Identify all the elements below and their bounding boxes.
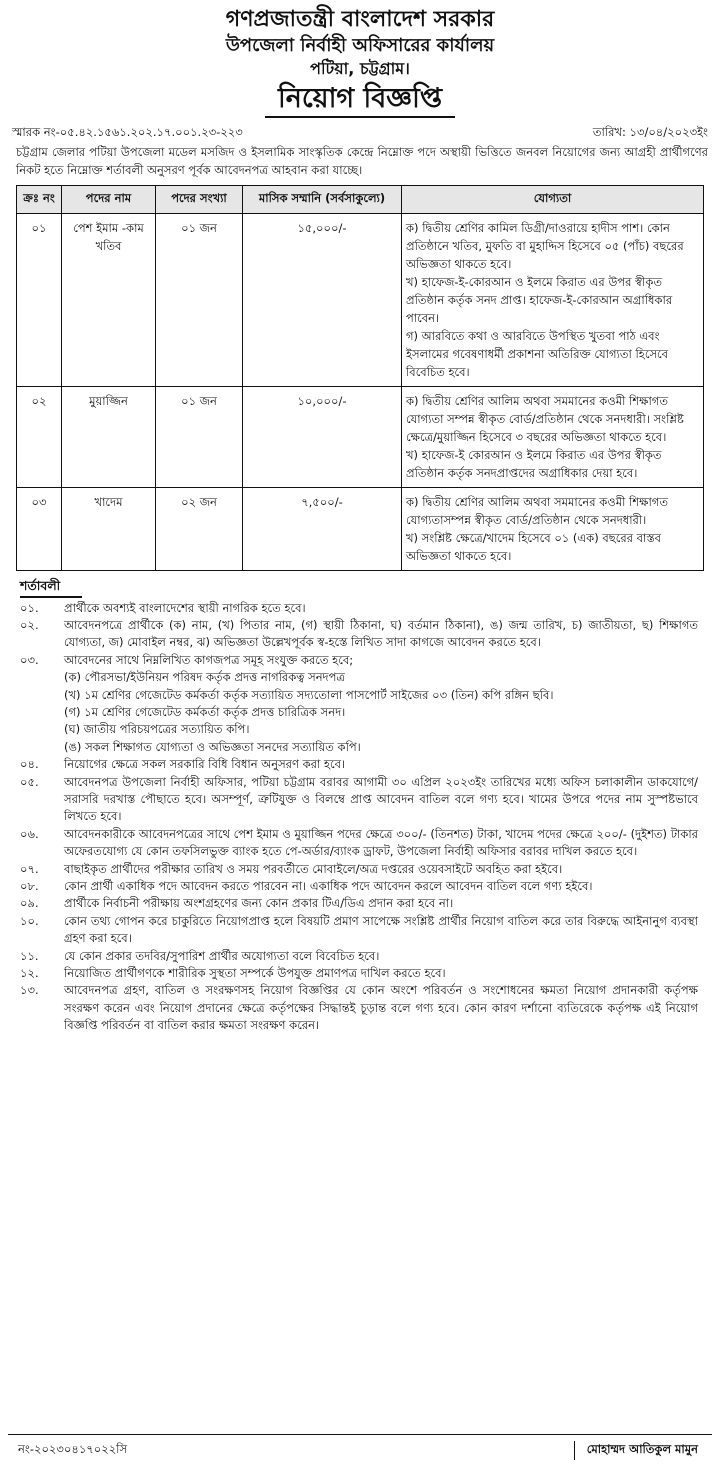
cell-count: ০১ জন [156, 387, 243, 488]
cell-qualification [402, 387, 704, 488]
header-qualification: যোগ্যতা [402, 186, 704, 214]
term-text: প্রার্থীকে নির্বাচনী পরীক্ষায় অংশগ্রহণের জন্য কোন প্রকার টিএ/ডিএ প্রদান করা হবে না। [64, 896, 454, 911]
header-name: পদের নাম [62, 186, 156, 214]
term-number: ১৩. [20, 983, 39, 998]
cell-name: মুয়াজ্জিন [62, 387, 156, 488]
term-text: আবেদনকারীকে আবেদনপত্রের সাথে পেশ ইমাম ও মুয়াজ্জিন পদের ক্ষেত্রে ৩০০/- (তিনশত) টাকা, খাদেম পদের ক্ষেত্রে ২০০/- (দুইশত) টাকার অফেরতযোগ্য যে কোন তফসিলভুক্ত ব্যাংক হতে পে-অর্ডার/ব্যাংক ড্রাফট, উপজেলা নির্বাহী অফিসার বরাবর দাখিল করতে হবে। [64, 826, 698, 859]
qualification-item: ক) দ্বিতীয় শ্রেণির আলিম অথবা সমমানের কওমী শিক্ষাগত যোগ্যতা সম্পন্ন স্বীকৃত বোর্ড/প্রতিষ্ঠান থেকে সনদধারী। সংশ্লিষ্ট ক্ষেত্রে/মুয়াজ্জিন হিসেবে ৩ বছরের অভিজ্ঞতা থাকতে হবে। [406, 394, 684, 444]
term-number: ০৩. [20, 652, 39, 667]
signatory-name: মোহাম্মদ আতিকুল মামুন [574, 1441, 712, 1460]
header-sl: ক্রঃ নং [17, 186, 62, 214]
qualification-item: ক) দ্বিতীয় শ্রেণির কামিল ডিগ্রী/দাওরায়ে হাদীস পাশ। কোন প্রতিষ্ঠানে খতিব, মুফতি বা মুহাদ্দিস হিসেবে ০৫ (পাঁচ) বছরের অভিজ্ঞতা থাকতে হবে। [406, 221, 684, 271]
term-text: নিয়োজিত প্রার্থীগণকে শারীরিক সুস্থতা সম্পর্কে উপযুক্ত প্রমাণপত্র দাখিল করতে হবে। [64, 966, 446, 981]
terms-section [8, 577, 712, 1035]
term-subitem: (ক) পৌরসভা/ইউনিয়ন পরিষদ কর্তৃক প্রদত্ত নাগরিকত্ব সনদপত্র [64, 670, 345, 685]
term-text: নিয়োগের ক্ষেত্রে সকল সরকারি বিধি বিধান অনুসরণ করা হবে। [64, 757, 346, 772]
term-item [8, 913, 712, 948]
header-salary: মাসিক সম্মানি (সর্বসাকুল্যে) [243, 186, 402, 214]
qualification-item: খ) হাফেজ-ই-কোরআন ও ইলমে কিরাত এর উপর স্বীকৃত প্রতিষ্ঠান কর্তৃক সনদ প্রাপ্ত। হাফেজ-ই-কোরআন অগ্রাধিকার পাবেন। [406, 275, 673, 325]
term-item [8, 600, 712, 617]
title-underline [265, 116, 455, 118]
table-row [17, 214, 704, 387]
header-count: পদের সংখ্যা [156, 186, 243, 214]
notice-date: তারিখ: ১৩/০৪/২০২৩ইং [592, 125, 708, 139]
term-number: ১১. [20, 948, 39, 963]
term-number: ০৯. [20, 896, 39, 911]
reference-line [8, 124, 712, 141]
terms-title: শর্তাবলী [20, 578, 61, 593]
term-text: কোন তথ্য গোপন করে চাকুরিতে নিয়োগপ্রাপ্ত হলে বিষয়টি প্রমাণ সাপেক্ষে সংশ্লিষ্ট প্রার্থীর নিয়োগ বাতিল করে তার বিরুদ্ধে আইনানুগ ব্যবস্থা গ্রহণ করা হবে। [64, 913, 698, 946]
ad-memo-number: নং-২০২৩০৪১৭০২২সি [18, 1442, 128, 1456]
term-item [8, 774, 712, 826]
cell-salary: ৭,৫০০/- [243, 488, 402, 571]
qualification-item: খ) হাফেজ-ই কোরআন ও ইলমে কিরাত এর উপর স্বীকৃত প্রতিষ্ঠান কর্তৃক সনদপ্রাপ্তদের অগ্রাধিকার দেয়া হবে। [406, 448, 662, 480]
cell-name: পেশ ইমাম -কাম খতিব [62, 214, 156, 387]
term-item [8, 756, 712, 773]
cell-count: ০১ জন [156, 214, 243, 387]
term-text: আবেদনপত্রে প্রার্থীকে (ক) নাম, (খ) পিতার নাম, (গ) স্থায়ী ঠিকানা, ঘ) বর্তমান ঠিকানা), ঙ) জন্ম তারিখ, চ) জাতীয়তা, ছ) শিক্ষাগত যোগ্যতা, জ) মোবাইল নম্বর, ঝ) অভিজ্ঞতা উল্লেখপূর্বক স্ব-হস্তে লিখিত সাদা কাগজে আবেদন করতে হবে। [64, 617, 698, 650]
term-number: ০১. [20, 600, 39, 615]
qualification-item: ক) দ্বিতীয় শ্রেণির আলিম অথবা সমমানের কওমী শিক্ষাগত যোগ্যতাসম্পন্ন স্বীকৃত বোর্ড/প্রতিষ্ঠান থেকে সনদধারী। [406, 495, 668, 527]
term-subitem: (গ) ১ম শ্রেণির গেজেটেড কর্মকর্তা কর্তৃক প্রদত্ত চারিত্রিক সনদ। [64, 704, 346, 719]
cell-name: খাদেম [62, 488, 156, 571]
term-item [8, 652, 712, 669]
term-text: প্রার্থীকে অবশ্যই বাংলাদেশের স্থায়ী নাগরিক হতে হবে। [64, 600, 306, 615]
term-text: আবেদনপত্র উপজেলা নির্বাহী অফিসার, পটিয়া চট্টগ্রাম বরাবর আগামী ৩০ এপ্রিল ২০২৩ইং তারিখের মধ্যে অফিস চলাকালীন ডাকযোগে/সরাসরি দরখাস্ত পৌছাতে হবে। অসম্পূর্ণ, ত্রুটিযুক্ত ও বিলম্বে প্রাপ্ত আবেদন বাতিল বলে গণ্য হবে। খামের উপরে পদের নাম সুস্পষ্টভাবে লিখতে হবে। [64, 774, 698, 824]
term-number: ০৭. [20, 861, 39, 876]
term-number: ১২. [20, 966, 39, 981]
term-number: ১০. [20, 913, 39, 928]
term-item [8, 895, 712, 912]
term-number: ০৪. [20, 757, 39, 772]
term-text: আবেদনের সাথে নিম্নলিখিত কাগজপত্র সমূহ সংযুক্ত করতে হবে; [64, 652, 354, 667]
qualification-item: গ) আরবিতে কথা ও আরবিতে উপস্থিত খুতবা পাঠ এবং ইসলামের গবেষণাধর্মী প্রকাশনা অতিরিক্ত যোগ্যতা হিসেবে বিবেচিত হবে। [406, 329, 669, 379]
cell-count: ০২ জন [156, 488, 243, 571]
government-name: গণপ্রজাতন্ত্রী বাংলাদেশ সরকার [225, 7, 495, 32]
term-text: যে কোন প্রকার তদবির/সুপারিশ প্রার্থীর অযোগ্যতা বলে বিবেচিত হবে। [64, 948, 380, 963]
posts-table [16, 185, 704, 571]
term-number: ০৬. [20, 826, 39, 841]
term-item [8, 948, 712, 965]
term-subitem: (খ) ১ম শ্রেণির গেজেটেড কর্মকর্তা কর্তৃক সত্যায়িত সদ্যতোলা পাসপোর্ট সাইজের ০৩ (তিন) কপি রঙ্গিন ছবি। [64, 687, 554, 702]
table-header-row [17, 186, 704, 214]
cell-qualification [402, 488, 704, 571]
term-item [8, 982, 712, 1034]
term-item [8, 965, 712, 982]
term-text: বাছাইকৃত প্রার্থীদের পরীক্ষার তারিখ ও সময় পরবর্তীতে মোবাইলে/অত্র দপ্তরের ওয়েবসাইটে অবহিত করা হইবে। [64, 861, 563, 876]
term-number: ০২. [20, 617, 39, 632]
notice-page [8, 6, 712, 1035]
cell-salary: ১৫,০০০/- [243, 214, 402, 387]
notice-header [8, 6, 712, 118]
cell-sl: ০২ [17, 387, 62, 488]
office-name: উপজেলা নির্বাহী অফিসারের কার্যালয় [225, 35, 495, 56]
table-row [17, 387, 704, 488]
cell-qualification [402, 214, 704, 387]
cell-salary: ১০,০০০/- [243, 387, 402, 488]
term-item [8, 878, 712, 895]
qualification-item: খ) সংশ্লিষ্ট ক্ষেত্রে/খাদেম হিসেবে ০১ (এক) বছরের বাস্তব অভিজ্ঞতা থাকতে হবে। [406, 531, 662, 563]
terms-title-underline [20, 596, 82, 598]
term-item [8, 617, 712, 652]
term-subitem: (ঙ) সকল শিক্ষাগত যোগ্যতা ও অভিজ্ঞতা সনদের সত্যায়িত কপি। [64, 739, 361, 754]
cell-sl: ০১ [17, 214, 62, 387]
term-number: ০৮. [20, 879, 39, 893]
memo-number: স্মারক নং-০৫.৪২.১৫৬১.২০২.১৭.০০১.২৩-২২৩ [12, 125, 243, 139]
term-item [8, 861, 712, 878]
term-text: কোন প্রার্থী একাধিক পদে আবেদন করতে পারবেন না। একাধিক পদে আবেদন করলে আবেদন বাতিল বলে গণ্য হইবে। [64, 879, 593, 893]
term-subitem: (ঘ) জাতীয় পরিচয়পত্রের সত্যায়িত কপি। [64, 722, 250, 737]
intro-paragraph: চট্টগ্রাম জেলার পটিয়া উপজেলা মডেল মসজিদ ও ইসলামিক সাংস্কৃতিক কেন্দ্রে নিম্নোক্ত পদে অস্থায়ী ভিত্তিতে জনবল নিয়োগের জন্য আগ্রহী প্রার্থীগণের নিকট হতে নিম্নোক্ত শর্তাবলী অনুসরণ পূর্বক আবেদনপত্র আহবান করা যাচ্ছে। [16, 145, 708, 177]
office-location: পটিয়া, চট্টগ্রাম। [310, 59, 410, 78]
notice-title: নিয়োগ বিজ্ঞপ্তি [277, 83, 443, 114]
term-item [8, 826, 712, 861]
term-number: ০৫. [20, 774, 39, 789]
term-text: আবেদনপত্র গ্রহণ, বাতিল ও সংরক্ষণসহ নিয়োগ বিজ্ঞপ্তির যে কোন অংশে পরিবর্তন ও সংশোধনের ক্ষমতা নিয়োগ প্রদানকারী কর্তৃপক্ষ সংরক্ষণ করেন এবং নিয়োগ প্রদানের ক্ষেত্রে কর্তৃপক্ষের সিদ্ধান্তই চূড়ান্ত বলে গণ্য হবে। কোন কারণ দর্শানো ব্যতিরেকে কর্তৃপক্ষ এই নিয়োগ বিজ্ঞপ্তি পরিবর্তন বা বাতিল করার ক্ষমতা সংরক্ষণ করেন। [64, 983, 698, 1033]
cell-sl: ০৩ [17, 488, 62, 571]
table-row [17, 488, 704, 571]
notice-footer [8, 1434, 712, 1460]
